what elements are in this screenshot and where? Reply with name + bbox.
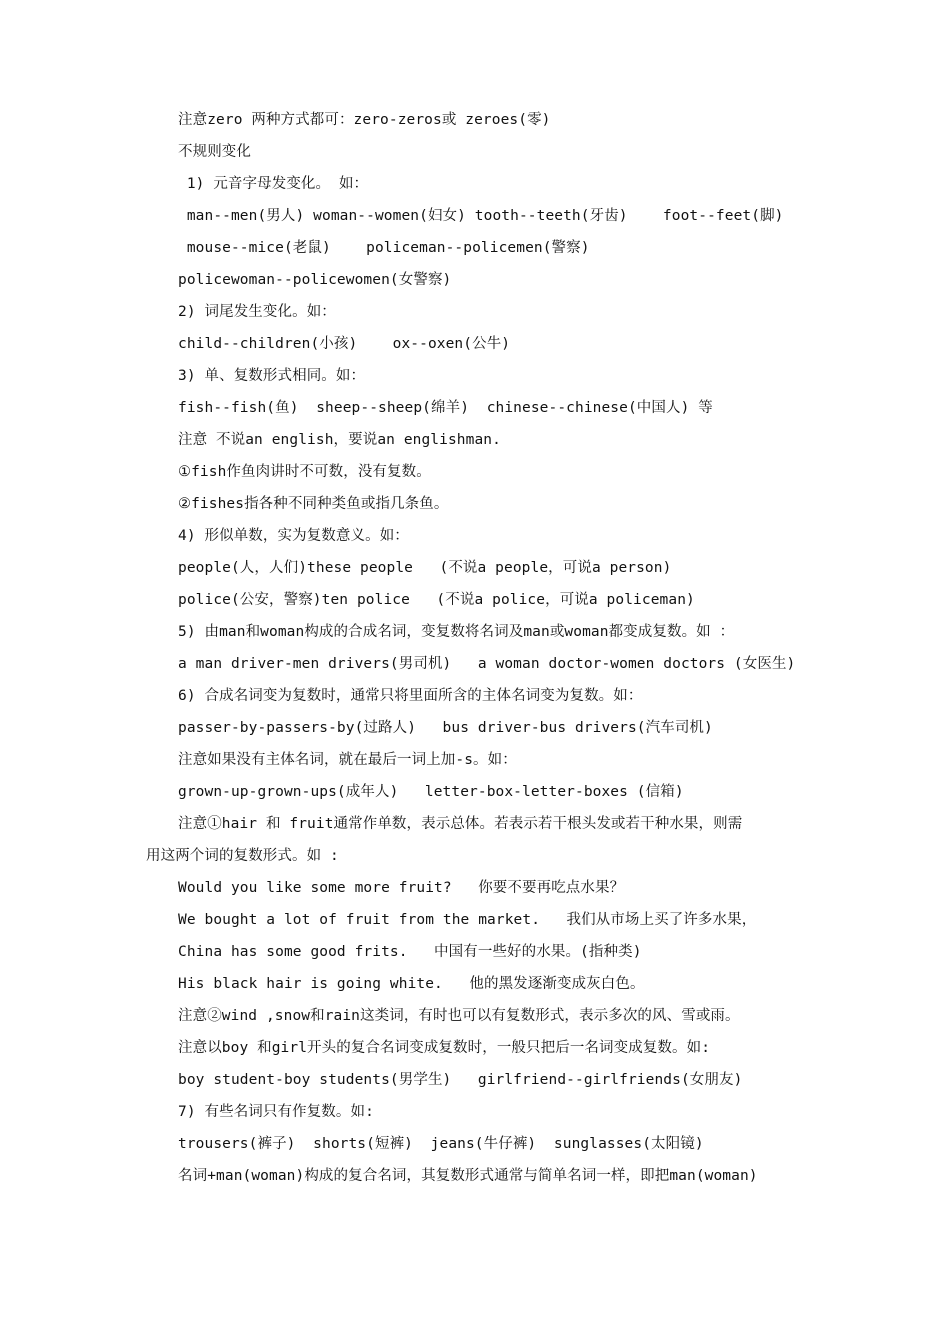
text-line: 不规则变化	[178, 144, 251, 160]
text-line: 注意 不说an english，要说an englishman.	[178, 432, 501, 448]
text-line: 注意①hair 和 fruit通常作单数，表示总体。若表示若干根头发或若干种水果，则需	[178, 816, 743, 832]
text-line: 1) 元音字母发变化。 如：	[178, 176, 369, 192]
text-line: boy student-boy students(男学生) girlfriend--girlfriends(女朋友)	[178, 1072, 743, 1088]
text-line: 注意如果没有主体名词，就在最后一词上加-s。如：	[178, 752, 517, 768]
text-line: 注意②wind ,snow和rain这类词，有时也可以有复数形式，表示多次的风、雪或雨。	[178, 1008, 740, 1024]
text-line: We bought a lot of fruit from the market. 我们从市场上买了许多水果，	[178, 912, 757, 928]
text-line: grown-up-grown-ups(成年人) letter-box-letter-boxes (信箱)	[178, 784, 684, 800]
text-line: 名词+man(woman)构成的复合名词，其复数形式通常与简单名词一样，即把man(woman)	[178, 1168, 758, 1184]
text-line: His black hair is going white. 他的黑发逐渐变成灰白色。	[178, 976, 645, 992]
text-line: 注意zero 两种方式都可：zero-zeros或 zeroes(零)	[178, 112, 551, 128]
text-line: passer-by-passers-by(过路人) bus driver-bus drivers(汽车司机)	[178, 720, 713, 736]
text-line: 5) 由man和woman构成的合成名词，变复数将名词及man或woman都变成复数。如 ：	[178, 624, 735, 640]
text-line: police(公安，警察)ten police (不说a police，可说a policeman)	[178, 592, 695, 608]
text-line: 3) 单、复数形式相同。如：	[178, 368, 366, 384]
text-line: ②fishes指各种不同种类鱼或指几条鱼。	[178, 496, 449, 512]
text-line: child--children(小孩) ox--oxen(公牛)	[178, 336, 511, 352]
text-line: 注意以boy 和girl开头的复合名词变成复数时，一般只把后一名词变成复数。如:	[178, 1040, 711, 1056]
text-line: 2) 词尾发生变化。如：	[178, 304, 336, 320]
text-line: policewoman--policewomen(女警察)	[178, 272, 452, 288]
text-line: 7) 有些名词只有作复数。如:	[178, 1104, 374, 1120]
text-line: 用这两个词的复数形式。如 :	[146, 848, 339, 864]
text-line: a man driver-men drivers(男司机) a woman doctor-women doctors (女医生)	[178, 656, 796, 672]
text-line: 4) 形似单数，实为复数意义。如：	[178, 528, 409, 544]
text-line: 6) 合成名词变为复数时，通常只将里面所含的主体名词变为复数。如：	[178, 688, 643, 704]
text-line: Would you like some more fruit? 你要不要再吃点水果？	[178, 880, 625, 896]
text-line: fish--fish(鱼) sheep--sheep(绵羊) chinese--chinese(中国人) 等	[178, 400, 713, 416]
text-line: man--men(男人) woman--women(妇女) tooth--teeth(牙齿) foot--feet(脚)	[178, 208, 784, 224]
text-line: trousers(裤子) shorts(短裤) jeans(牛仔裤) sunglasses(太阳镜)	[178, 1136, 704, 1152]
text-line: ①fish作鱼肉讲时不可数，没有复数。	[178, 464, 431, 480]
text-line: China has some good frits. 中国有一些好的水果。(指种类)	[178, 944, 642, 960]
text-line: people(人，人们)these people (不说a people，可说a person)	[178, 560, 672, 576]
text-line: mouse--mice(老鼠) policeman--policemen(警察)	[178, 240, 590, 256]
